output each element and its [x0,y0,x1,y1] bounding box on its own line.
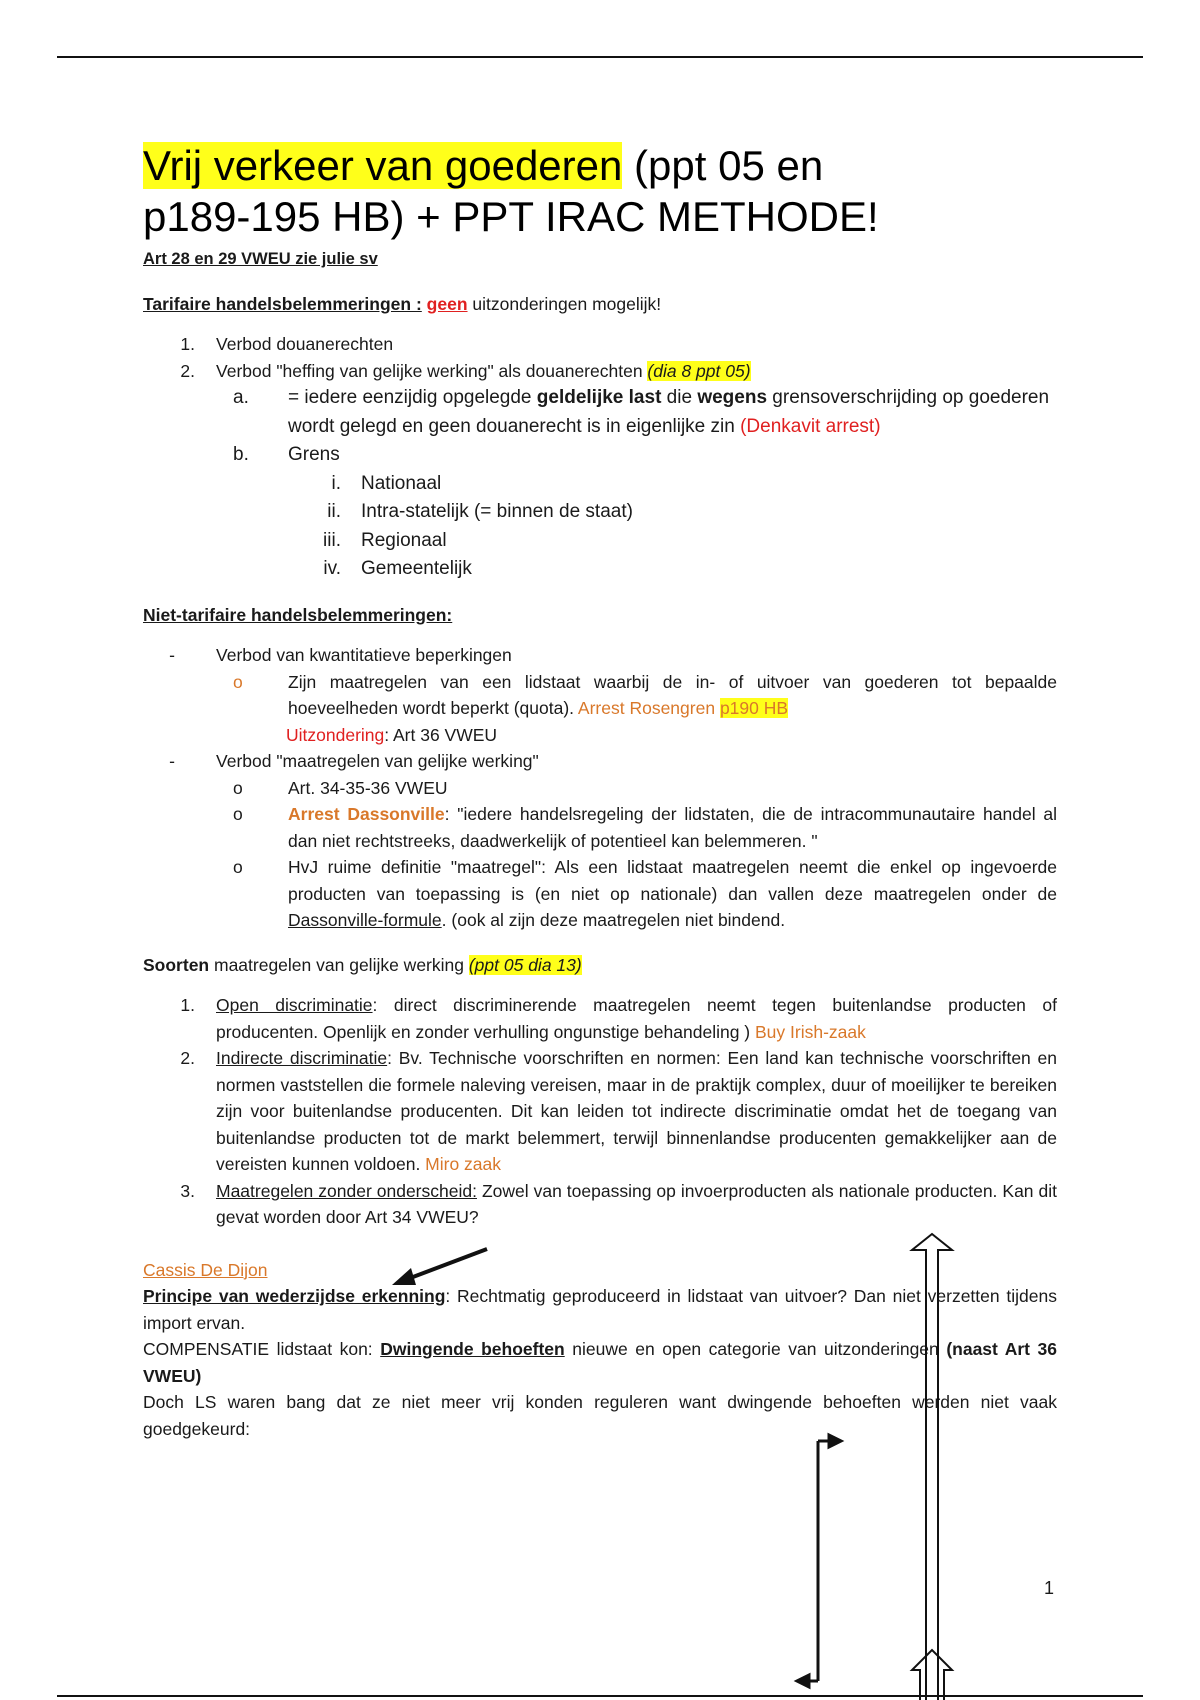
doch-line: Doch LS waren bang dat ze niet meer vrij konden reguleren want dwingende behoeften werden niet vaak goedgekeurd: [143,1392,1057,1439]
list-marker: 1. [180,995,195,1015]
text: nieuwe en open categorie van uitzonderingen [564,1339,947,1359]
text: = iedere eenzijdig opgelegde [288,387,537,408]
list-marker: 3. [180,1180,195,1201]
text: : Bv. Technische voorschriften en normen: Een land kan technische voorschriften en normen vaststellen die formele naleving vereisen, maar in de praktijk complex, duur of moeilijker te bereiken zijn voor buitenlandse producenten. Dit kan leiden tot indirecte discriminatie omdat het de toegang van buitenlandse producten tot de markt belemmert, terwijl binnenlandse producenten gemakkelijker aan de vereisten kunnen voldoen. [216,1048,1057,1174]
list-marker: 1. [180,334,195,354]
footer-rule [57,1695,1143,1697]
list-marker: iv. [323,558,341,579]
case-reference: Arrest Dassonville [288,804,445,824]
page-reference: p190 HB [719,698,789,718]
tarifaire-rest: uitzonderingen mogelijk! [467,293,662,314]
text: Art. 34-35-36 VWEU [288,777,448,798]
geen-text: geen [426,293,468,314]
bracket-arrow-icon [797,1435,841,1687]
text: maatregelen van gelijke werking [209,954,469,975]
underlined-term: Dassonville-formule [288,910,442,930]
hollow-up-arrow-icon [912,1650,952,1700]
niet-tarifaire-heading: Niet-tarifaire handelsbelemmeringen: [143,604,453,625]
bold-term: Dwingende behoeften [380,1339,565,1359]
text: Verbod "maatregelen van gelijke werking" [216,751,539,771]
text: : "iedere handelsregeling der lidstaten, die de intracommunautaire handel al dan niet rechtstreeks, daadwerkelijk of potentieel kan belemmeren. " [288,804,1057,851]
case-reference: Miro zaak [425,1154,502,1174]
list-marker: iii. [323,529,341,551]
bold-term: geldelijke last [536,387,662,408]
text: Nationaal [361,472,442,494]
list-marker: b. [233,444,249,465]
list-marker: a. [233,387,249,408]
circle-bullet-icon: o [233,671,243,692]
list-marker: i. [331,472,341,494]
slide-note: (dia 8 ppt 05) [647,360,751,381]
title-highlight: Vrij verkeer van goederen [143,142,623,189]
text: Regionaal [361,529,447,551]
bold-term: Soorten [143,954,210,975]
circle-bullet-icon: o [233,777,243,798]
text: HvJ ruime definitie "maatregel": Als een lidstaat maatregelen neemt die enkel op ingevoerde producten van toepassing is (en niet op nationale) dan vallen deze maatregelen onder de [288,857,1057,904]
text: die [661,387,698,408]
title-line2: p189-195 HB) + PPT IRAC METHODE! [143,193,879,240]
case-reference: (Denkavit arrest) [740,415,881,437]
dash-marker: - [169,751,175,771]
principe-label: Principe van wederzijdse erkenning [143,1286,446,1306]
dash-marker: - [169,645,175,665]
text: : Rechtmatig geproduceerd in lidstaat van uitvoer? Dan niet verzetten tijdens import ervan. [143,1286,1057,1333]
subtitle: Art 28 en 29 VWEU zie julie sv [143,250,378,268]
bold-term: (naast Art 36 VWEU) [143,1339,1058,1386]
case-reference: Buy Irish-zaak [755,1021,866,1042]
tarifaire-heading-label: Tarifaire handelsbelemmeringen : [143,293,422,314]
list-marker: 2. [180,1048,195,1068]
text: Zowel van toepassing op invoerproducten als nationale producten. Kan dit gevat worden door Art 34 VWEU? [216,1180,1057,1227]
cassis-title: Cassis De Dijon [143,1259,268,1280]
bold-term: wegens [697,387,768,408]
list-item-text: Verbod douanerechten [216,334,394,354]
list-marker: ii. [327,501,341,522]
text: : direct discriminerende maatregelen neemt tegen buitenlandse producten of producenten. Openlijk en zonder verhulling ongunstige behandeling ) [216,995,1057,1042]
underlined-term: Indirecte discriminatie [216,1048,388,1068]
list-item-text: Verbod "heffing van gelijke werking" als douanerechten [216,360,648,381]
text: COMPENSATIE lidstaat kon: [143,1339,381,1359]
circle-bullet-icon: o [233,857,243,877]
text: grensoverschrijding op goederen wordt gelegd en geen douanerecht is in eigenlijke zin [288,387,1050,437]
uitzondering-label: Uitzondering [286,724,385,745]
text: Grens [288,444,340,465]
text: Zijn maatregelen van een lidstaat waarbij de in- of uitvoer van goederen tot bepaalde hoeveelheden wordt beperkt (quota). [288,671,1057,718]
list-marker: 2. [180,360,195,381]
text: Intra-statelijk (= binnen de staat) [361,501,633,522]
slide-note: (ppt 05 dia 13) [468,954,582,975]
underlined-term: Maatregelen zonder onderscheid: [216,1180,477,1201]
text: Verbod van kwantitatieve beperkingen [216,645,512,665]
text: . (ook al zijn deze maatregelen niet bindend. [441,910,786,930]
case-reference: Arrest Rosengren [577,698,716,718]
page-number: 1 [1044,1578,1055,1598]
text: : Art 36 VWEU [384,724,498,745]
title-rest: (ppt 05 en [622,142,824,189]
underlined-term: Open discriminatie [216,995,373,1015]
text: Gemeentelijk [361,558,472,579]
pointer-arrow-icon [392,1249,487,1285]
circle-bullet-icon: o [233,804,243,824]
hollow-up-arrow-icon [912,1234,952,1700]
